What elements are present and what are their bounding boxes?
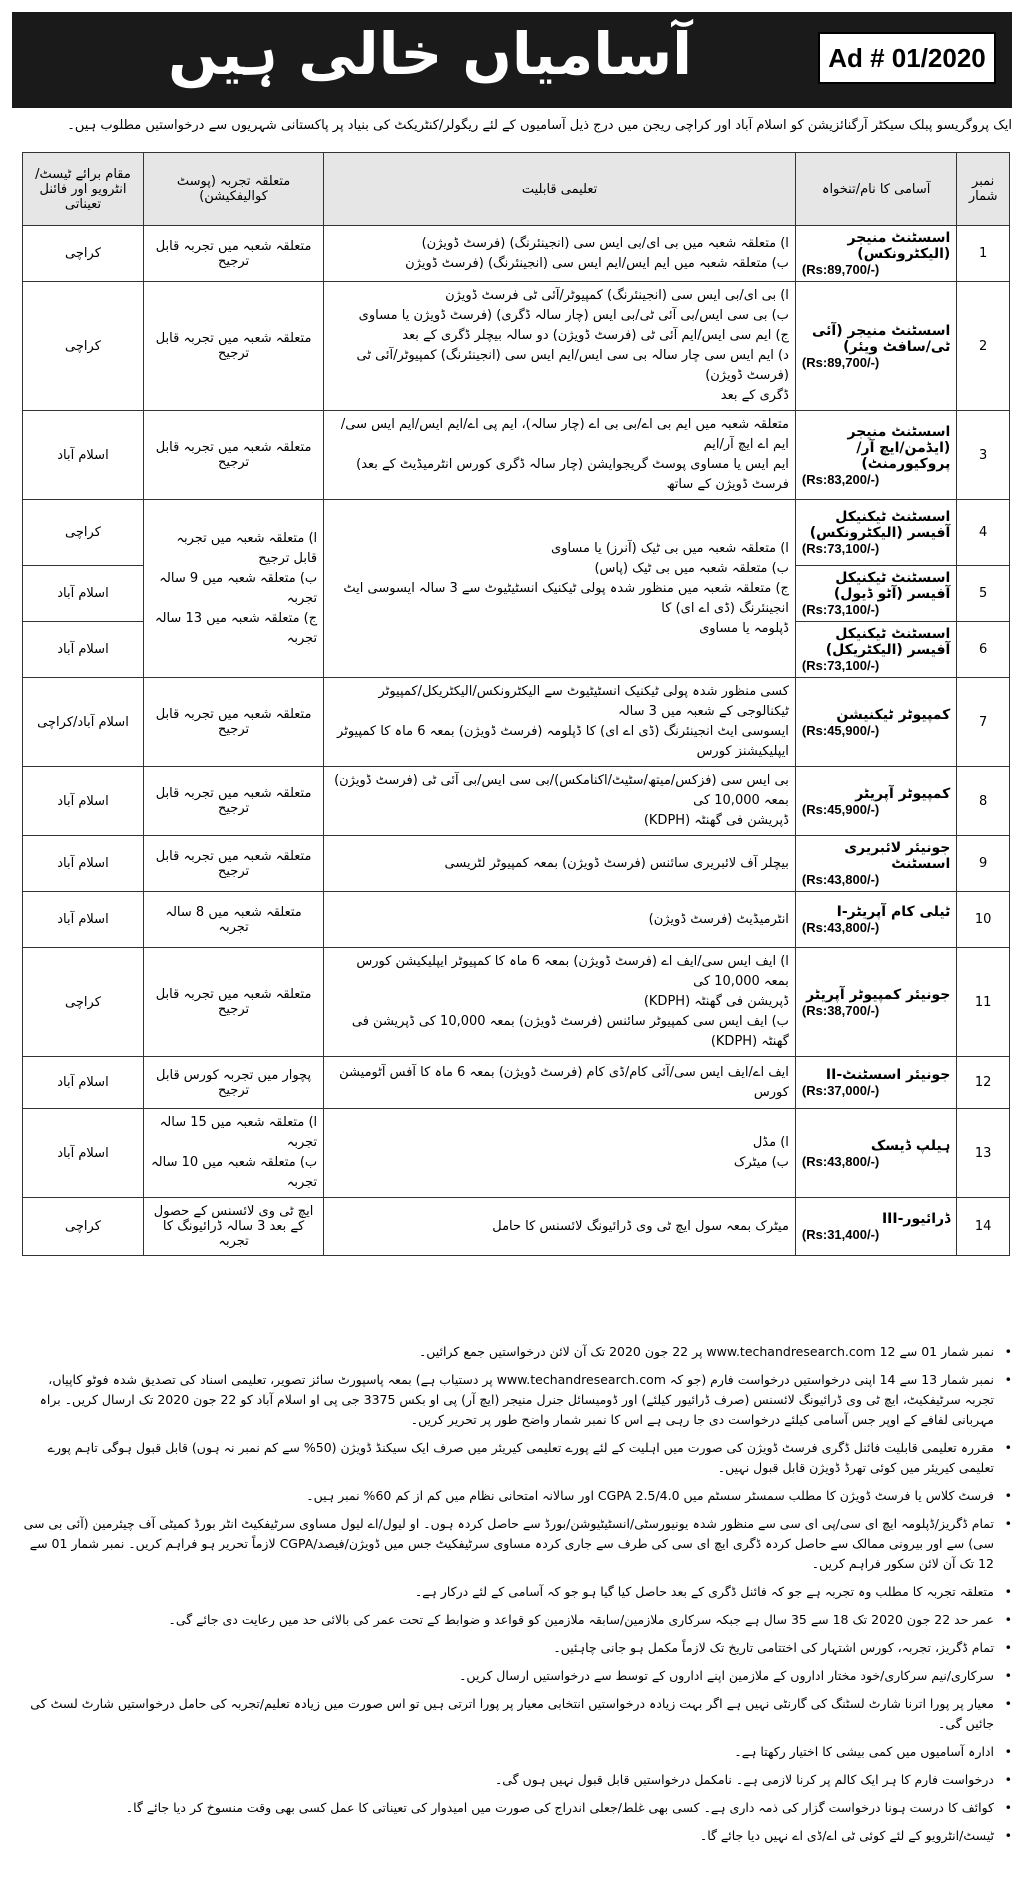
post-salary: (Rs:31,400/-) [801, 1227, 880, 1242]
note-text: ٹیسٹ/انٹرویو کے لئے کوئی ٹی اے/ڈی اے نہیں دیا جائے گا۔ [699, 1828, 994, 1843]
location-cell: اسلام آباد [23, 836, 144, 892]
post-name: جونیئر اسسٹنٹ-II [825, 1067, 951, 1083]
post-cell [795, 836, 956, 892]
intro-text: ایک پروگریسو پبلک سیکٹر آرگنائزیشن کو اسلام آباد اور کراچی ریجن میں درج ذیل آسامیوں کے لئے ریگولر/کنٹریکٹ کی بنیاد پر پاکستانی شہریوں سے درخواستیں مطلوب ہیں۔ [67, 118, 1012, 133]
post-cell [795, 892, 956, 948]
post-salary: (Rs:38,700/-) [801, 1002, 880, 1018]
post-name: اسسٹنٹ منیجر (ایڈمن/ایچ آر/پروکیورمنٹ) [847, 423, 951, 472]
post-name: ڈرائیور-III [881, 1211, 951, 1227]
post-name: اسسٹنٹ ٹیکنیکل آفیسر (الیکٹرونکس) [809, 509, 951, 541]
row-number: 1 [957, 226, 1010, 282]
qualification-cell [324, 500, 796, 678]
note-text: فرسٹ کلاس یا فرسٹ ڈویژن کا مطلب سمسٹر سسٹم میں CGPA 2.5/4.0 اور سالانہ امتحانی نظام میں کم از کم 60% نمبر ہیں۔ [306, 1488, 994, 1503]
page-title: آسامیاں خالی ہیں [168, 20, 692, 88]
qualification-cell [324, 1057, 796, 1109]
row-number: 8 [957, 767, 1010, 836]
post-salary: (Rs:89,700/-) [801, 262, 880, 277]
note-item [22, 1486, 1012, 1506]
row-number: 3 [957, 411, 1010, 500]
qualification-line: ایم ایس یا مساوی پوسٹ گریجوایشن (چار سالہ ڈگری کورس انٹرمیڈیٹ کے بعد) فرسٹ ڈویژن کے ساتھ [356, 457, 789, 492]
qualification-line: ڈپلومہ یا مساوی [699, 620, 789, 636]
post-cell [795, 566, 956, 622]
note-text: درخواست فارم کا ہر ایک کالم پر کرنا لازمی ہے۔ نامکمل درخواستیں قابل قبول نہیں ہوں گی۔ [494, 1772, 994, 1787]
note-item [22, 1370, 1012, 1430]
experience-cell: متعلقہ شعبہ میں تجربہ قابل ترجیح [143, 282, 323, 411]
qualification-line: ا) بی ای/بی ایس سی (انجینئرنگ) کمپیوٹر/آئی ٹی فرسٹ ڈویژن [445, 288, 789, 303]
post-name: اسسٹنٹ منیجر (الیکٹرونکس) [847, 230, 951, 262]
bullet-icon: • [1004, 1772, 1012, 1787]
location-cell: اسلام آباد [23, 892, 144, 948]
experience-cell [143, 1109, 323, 1198]
location-cell: اسلام آباد/کراچی [23, 678, 144, 767]
note-item [22, 1514, 1012, 1574]
note-item [22, 1610, 1012, 1630]
header-qualification: تعلیمی قابلیت [324, 153, 796, 226]
row-number: 12 [957, 1057, 1010, 1109]
note-item [22, 1694, 1012, 1734]
bullet-icon: • [1004, 1640, 1012, 1655]
note-item [22, 1638, 1012, 1658]
experience-cell: متعلقہ شعبہ میں 8 سالہ تجربہ [143, 892, 323, 948]
table-row [23, 1198, 1010, 1256]
note-item [22, 1342, 1012, 1362]
qualification-line: ڈگری کے بعد [720, 388, 789, 403]
header-post: آسامی کا نام/تنخواہ [795, 153, 956, 226]
qualification-line: ج) ایم سی ایس/ایم آئی ٹی (فرسٹ ڈویژن) دو سالہ بیچلر ڈگری کے بعد [402, 328, 789, 343]
qualification-line: ڈپریشن فی گھنٹہ (KDPH) [643, 813, 789, 828]
note-item [22, 1770, 1012, 1790]
qualification-cell [324, 948, 796, 1057]
experience-cell: متعلقہ شعبہ میں تجربہ قابل ترجیح [143, 678, 323, 767]
table-row [23, 282, 1010, 411]
qualification-line: ب) متعلقہ شعبہ میں ایم ایس/ایم ایس سی (انجینئرنگ) (فرسٹ ڈویژن [405, 255, 789, 271]
qualification-line: میٹرک بمعہ سول ایچ ٹی وی ڈرائیونگ لائسنس کا حامل [492, 1218, 789, 1234]
post-salary: (Rs:73,100/-) [801, 541, 880, 556]
row-number: 5 [957, 566, 1010, 622]
experience-cell: متعلقہ شعبہ میں تجربہ قابل ترجیح [143, 836, 323, 892]
qualification-line: ا) متعلقہ شعبہ میں بی ٹیک (آنرز) یا مساوی [551, 540, 789, 556]
post-salary: (Rs:83,200/-) [801, 471, 880, 487]
qualification-line: ب) متعلقہ شعبہ میں بی ٹیک (پاس) [594, 560, 789, 576]
post-cell [795, 622, 956, 678]
bullet-icon: • [1004, 1612, 1012, 1627]
note-text: مقررہ تعلیمی قابلیت فائنل ڈگری فرسٹ ڈویژن کی صورت میں اہلیت کے لئے پورے تعلیمی کیریئر میں صرف ایک سیکنڈ ڈویژن (50% سے کم نمبر نہ ہوں) قابل قبول ہوگی تاہم پورے تعلیمی کیریئر میں کوئی تھرڈ ڈویژن قابل قبول نہیں۔ [47, 1440, 994, 1475]
location-cell: کراچی [23, 226, 144, 282]
row-number: 10 [957, 892, 1010, 948]
post-cell [795, 500, 956, 566]
post-cell [795, 282, 956, 411]
ad-number-badge: Ad # 01/2020 [818, 32, 996, 84]
post-name: اسسٹنٹ منیجر (آئی ٹی/سافٹ ویئر) [812, 322, 951, 355]
note-item [22, 1582, 1012, 1602]
notes-list [22, 1342, 1012, 1854]
table-header-row [23, 153, 1010, 226]
post-salary: (Rs:43,800/-) [801, 872, 880, 887]
qualification-line: ڈپریشن فی گھنٹہ (KDPH) [643, 994, 789, 1009]
post-cell [795, 767, 956, 836]
note-item [22, 1798, 1012, 1818]
location-cell: کراچی [23, 282, 144, 411]
row-number: 9 [957, 836, 1010, 892]
note-text: تمام ڈگریز، تجربہ، کورس اشتہار کی اختتامی تاریخ تک لازماً مکمل ہو جانی چاہئیں۔ [553, 1640, 994, 1655]
location-cell: کراچی [23, 948, 144, 1057]
table-row [23, 678, 1010, 767]
bullet-icon: • [1004, 1584, 1012, 1599]
note-text: کوائف کا درست ہونا درخواست گزار کی ذمہ داری ہے۔ کسی بھی غلط/جعلی اندراج کی صورت میں امیدوار کی تعیناتی کا عمل کسی بھی وقت منسوخ کر دیا جائے گا۔ [125, 1800, 994, 1815]
advertisement-page [12, 12, 1012, 1878]
qualification-line: د) ایم ایس سی چار سالہ بی سی ایس/ایم ایس سی (انجینئرنگ) کمپیوٹر/آئی ٹی (فرسٹ ڈویژن) [356, 348, 789, 383]
experience-cell: متعلقہ شعبہ میں تجربہ قابل ترجیح [143, 411, 323, 500]
bullet-icon: • [1004, 1800, 1012, 1815]
qualification-line: ب) ایف ایس سی کمپیوٹر سائنس (فرسٹ ڈویژن) بمعہ 10,000 کی ڈپریشن فی گھنٹہ (KDPH) [351, 1014, 789, 1049]
qualification-cell [324, 892, 796, 948]
post-name: ٹیلی کام آپریٹر-I [836, 904, 951, 920]
note-text: متعلقہ تجربہ کا مطلب وہ تجربہ ہے جو کہ فائنل ڈگری کے بعد حاصل کیا گیا ہو جو کہ آسامی کے لئے درکار ہے۔ [414, 1584, 994, 1599]
experience-line: ا) متعلقہ شعبہ میں تجربہ قابل ترجیح [176, 530, 318, 566]
qualification-cell [324, 1109, 796, 1198]
experience-cell [143, 500, 323, 678]
qualification-line: ب) میٹرک [733, 1155, 789, 1170]
post-name: کمپیوٹر آپریٹر [855, 785, 951, 802]
qualification-line: بیچلر آف لائبریری سائنس (فرسٹ ڈویژن) بمعہ کمپیوٹر لٹریسی [444, 855, 789, 871]
post-cell [795, 1057, 956, 1109]
qualification-line: ایسوسی ایٹ انجینئرنگ (ڈی اے ای) کا ڈپلومہ (فرسٹ ڈویژن) بمعہ 6 ماہ کا کمپیوٹر ایپلیکیشنز کورس [337, 724, 789, 759]
post-salary: (Rs:45,900/-) [801, 722, 880, 738]
note-text: نمبر شمار 01 سے 12 www.techandresearch.com پر 22 جون 2020 تک آن لائن درخواستیں جمع کرائیں۔ [418, 1344, 994, 1359]
note-text: سرکاری/نیم سرکاری/خود مختار اداروں کے ملازمین اپنے اداروں کے توسط سے درخواستیں ارسال کریں۔ [459, 1668, 994, 1683]
row-number: 7 [957, 678, 1010, 767]
qualification-cell [324, 411, 796, 500]
experience-cell: ایچ ٹی وی لائسنس کے حصول کے بعد 3 سالہ ڈرائیونگ کا تجربہ [143, 1198, 323, 1256]
post-cell [795, 226, 956, 282]
post-name: اسسٹنٹ ٹیکنیکل آفیسر (آٹو ڈیول) [833, 570, 951, 602]
qualification-line: ا) مڈل [752, 1135, 789, 1150]
table-row [23, 892, 1010, 948]
location-cell: کراچی [23, 500, 144, 566]
location-cell: اسلام آباد [23, 1057, 144, 1109]
note-text: تمام ڈگریز/ڈپلومہ ایچ ای سی/پی ای سی سے منظور شدہ یونیورسٹی/انسٹیٹیوشن/بورڈ سے حاصل کردہ ہوں۔ او لیول/اے لیول مساوی سرٹیفکیٹ انٹر بورڈ کمیٹی آف چیئرمین (آئی بی سی سی) سے اور بیرونی ممالک سے حاصل کردہ ڈگری ایچ ای سی کی طرف سے جاری کردہ مساوی سرٹیفکیٹ جس میں ڈویژن/فیصد/CGPA لازماً تحریر ہو فراہم کریں۔ نمبر شمار 01 سے 12 تک آن لائن سکور فراہم کریں۔ [23, 1516, 994, 1571]
qualification-cell [324, 282, 796, 411]
post-salary: (Rs:43,800/-) [801, 1153, 880, 1169]
table-row [23, 948, 1010, 1057]
experience-line: ب) متعلقہ شعبہ میں 10 سالہ تجربہ [151, 1155, 318, 1190]
bullet-icon: • [1004, 1372, 1012, 1387]
note-text: نمبر شمار 13 سے 14 اپنی درخواستیں درخواست فارم (جو کہ www.techandresearch.com پر دستیاب ہے) بمعہ پاسپورٹ سائز تصویر، تعلیمی اسناد کی تصدیق شدہ فوٹو کاپیاں، تجربہ سرٹیفکیٹ، ایچ ٹی وی ڈرائیونگ لائسنس (صرف ڈرائیور کیلئے) اور ڈومیسائل جنرل منیجر (ایچ آر) پی او بکس 3375 جی پی او اسلام آباد کو 22 جون 2020 تک ارسال کریں۔ براہ مہربانی لفافے کے اوپر جس آسامی کیلئے درخواست دی جا رہی ہے اس کا نمبر شمار واضح طور پر تحریر کریں۔ [39, 1372, 994, 1427]
qualification-line: انٹرمیڈیٹ (فرسٹ ڈویژن) [648, 911, 789, 927]
post-salary: (Rs:89,700/-) [801, 354, 880, 370]
bullet-icon: • [1004, 1344, 1012, 1359]
table-row [23, 1057, 1010, 1109]
post-salary: (Rs:37,000/-) [801, 1083, 880, 1098]
row-number: 14 [957, 1198, 1010, 1256]
location-cell: اسلام آباد [23, 566, 144, 622]
experience-line: ا) متعلقہ شعبہ میں 15 سالہ تجربہ [159, 1115, 318, 1150]
qualification-cell [324, 1198, 796, 1256]
post-salary: (Rs:45,900/-) [801, 801, 880, 817]
qualification-line: ایف اے/ایف ایس سی/آئی کام/ڈی کام (فرسٹ ڈویژن) بمعہ 6 ماہ کا آفس آٹومیشن کورس [339, 1064, 789, 1100]
experience-line: ج) متعلقہ شعبہ میں 13 سالہ تجربہ [154, 610, 318, 646]
row-number: 4 [957, 500, 1010, 566]
note-item [22, 1742, 1012, 1762]
note-item [22, 1666, 1012, 1686]
bullet-icon: • [1004, 1488, 1012, 1503]
qualification-line: متعلقہ شعبہ میں ایم بی اے/بی بی اے (چار سالہ)، ایم پی اے/ایم ایس/ایم ایس سی/ایم اے ایچ آر/ایم [340, 417, 789, 452]
location-cell: اسلام آباد [23, 622, 144, 678]
post-cell [795, 678, 956, 767]
post-salary: (Rs:43,800/-) [801, 920, 880, 935]
location-cell: کراچی [23, 1198, 144, 1256]
location-cell: اسلام آباد [23, 767, 144, 836]
post-name: کمپیوٹر ٹیکنیشن [836, 706, 951, 723]
header-sno: نمبر شمار [957, 153, 1010, 226]
bullet-icon: • [1004, 1440, 1012, 1455]
qualification-line: ج) متعلقہ شعبہ میں منظور شدہ پولی ٹیکنیک انسٹیٹیوٹ سے 3 سالہ ایسوسی ایٹ انجینئرنگ (ڈی اے ای) کا [343, 580, 789, 616]
post-cell [795, 948, 956, 1057]
bullet-icon: • [1004, 1696, 1012, 1711]
post-salary: (Rs:73,100/-) [801, 602, 880, 617]
row-number: 2 [957, 282, 1010, 411]
table-row [23, 836, 1010, 892]
qualification-line: بی ایس سی (فزکس/میتھ/سٹیٹ/اکنامکس)/بی سی ایس/بی آئی ٹی (فرسٹ ڈویژن) بمعہ 10,000 کی [334, 773, 789, 808]
post-cell [795, 1109, 956, 1198]
row-number: 6 [957, 622, 1010, 678]
table-row [23, 767, 1010, 836]
qualification-cell [324, 767, 796, 836]
post-name: جونیئر کمپیوٹر آپریٹر [806, 986, 951, 1003]
post-name: جونیئر لائبریری اسسٹنٹ [844, 840, 951, 872]
header-location: مقام برائے ٹیسٹ/انٹرویو اور فائنل تعیناتی [23, 153, 144, 226]
qualification-cell [324, 226, 796, 282]
qualification-line: ب) بی سی ایس/بی آئی ٹی/بی ایس (چار سالہ ڈگری) (فرسٹ ڈویژن یا مساوی [358, 308, 789, 323]
post-name: اسسٹنٹ ٹیکنیکل آفیسر (الیکٹریکل) [825, 626, 951, 658]
qualification-line: کسی منظور شدہ پولی ٹیکنیک انسٹیٹیوٹ سے الیکٹرونکس/الیکٹریکل/کمپیوٹر ٹیکنالوجی کے شعبہ میں 3 سالہ [378, 684, 789, 719]
qualification-cell [324, 836, 796, 892]
experience-cell: متعلقہ شعبہ میں تجربہ قابل ترجیح [143, 226, 323, 282]
experience-line: ب) متعلقہ شعبہ میں 9 سالہ تجربہ [159, 570, 318, 606]
qualification-cell [324, 678, 796, 767]
table-row [23, 500, 1010, 566]
experience-cell: متعلقہ شعبہ میں تجربہ قابل ترجیح [143, 948, 323, 1057]
qualification-line: ا) متعلقہ شعبہ میں بی ای/بی ایس سی (انجینئرنگ) (فرسٹ ڈویژن) [421, 235, 789, 251]
row-number: 13 [957, 1109, 1010, 1198]
qualification-line: ا) ایف ایس سی/ایف اے (فرسٹ ڈویژن) بمعہ 6 ماہ کا کمپیوٹر ایپلیکیشن کورس بمعہ 10,000 کی [356, 954, 789, 989]
location-cell: اسلام آباد [23, 1109, 144, 1198]
note-text: عمر حد 22 جون 2020 تک 18 سے 35 سال ہے جبکہ سرکاری ملازمین/سابقہ ملازمین کو قواعد و ضوابط کے تحت عمر کی بالائی حد میں رعایت دی جائے گی۔ [168, 1612, 994, 1627]
bullet-icon: • [1004, 1516, 1012, 1531]
post-cell [795, 1198, 956, 1256]
bullet-icon: • [1004, 1744, 1012, 1759]
table-row [23, 226, 1010, 282]
location-cell: اسلام آباد [23, 411, 144, 500]
table-row [23, 1109, 1010, 1198]
post-cell [795, 411, 956, 500]
note-item [22, 1438, 1012, 1478]
header-banner [12, 12, 1012, 108]
post-name: ہیلپ ڈیسک [870, 1137, 951, 1154]
header-experience: متعلقہ تجربہ (پوسٹ کوالیفکیشن) [143, 153, 323, 226]
table-row [23, 411, 1010, 500]
experience-cell: متعلقہ شعبہ میں تجربہ قابل ترجیح [143, 767, 323, 836]
bullet-icon: • [1004, 1828, 1012, 1843]
note-text: معیار پر پورا اترنا شارٹ لسٹنگ کی گارنٹی نہیں ہے اگر بہت زیادہ درخواستیں انتخابی معیار پر پورا اترتی ہیں تو اس صورت میں زیادہ تعلیم/تجربہ کی حامل درخواستیں شارٹ لسٹ کی جائیں گی۔ [30, 1696, 994, 1731]
vacancies-table [22, 152, 1010, 1256]
note-text: ادارہ آسامیوں میں کمی بیشی کا اختیار رکھتا ہے۔ [734, 1744, 994, 1759]
post-salary: (Rs:73,100/-) [801, 658, 880, 673]
row-number: 11 [957, 948, 1010, 1057]
experience-cell: پچوار میں تجربہ کورس قابل ترجیح [143, 1057, 323, 1109]
note-item [22, 1826, 1012, 1846]
bullet-icon: • [1004, 1668, 1012, 1683]
